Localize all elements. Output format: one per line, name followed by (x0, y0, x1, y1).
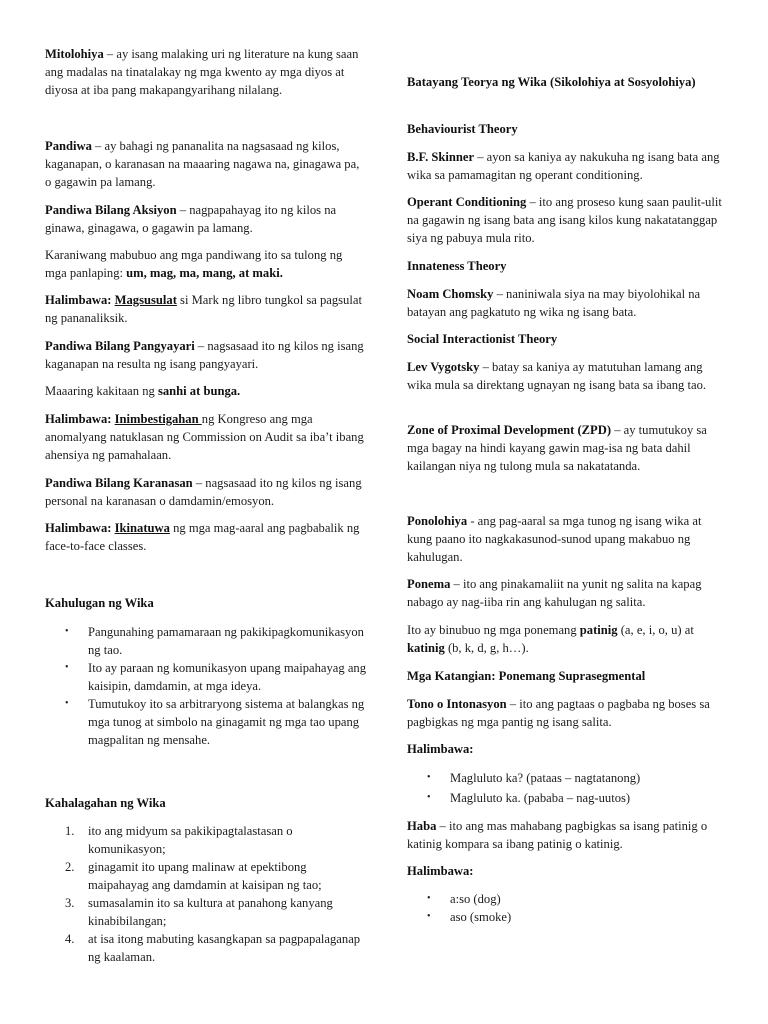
sanhi-bunga-paragraph (45, 382, 367, 400)
definition-text: – nagsasaad ito ng kilos ng isang personal na karanasan o damdamin/emosyon. (45, 476, 362, 508)
list-item-text: Pangunahing pamamaraan ng pakikipagkomunikasyon ng tao. (88, 625, 364, 657)
emphasis: sanhi at bunga. (157, 384, 241, 398)
definition-text: – nagpapahayag ito ng kilos na ginawa, ginagawa, o gagawin pa lamang. (45, 203, 337, 235)
definition-text: – ito ang mas mahabang pagbigkas sa isang patinig o katinig kompara sa ibang patinig o katinig. (407, 819, 708, 851)
bullet: • (65, 626, 69, 637)
bullet: • (427, 772, 431, 783)
bullet: • (427, 911, 431, 922)
term: Lev Vygotsky (407, 360, 480, 374)
list-number: 4. (65, 932, 75, 946)
social-interactionist-heading: Social Interactionist Theory (407, 332, 558, 346)
definition-text: – ay tumutukoy sa mga bagay na hindi kayang gawin mag-isa ng bata dahil kailangan niya ng tulong mula sa nakatatanda. (407, 423, 707, 473)
list-number: 1. (65, 824, 75, 838)
mitolohiya-definition (45, 45, 367, 99)
example-label: Halimbawa: (45, 412, 115, 426)
term: Pandiwa Bilang Aksiyon (45, 203, 177, 217)
term: Mitolohiya (45, 47, 104, 61)
operant-conditioning-definition (407, 193, 727, 247)
definition-text: – ay bahagi ng pananalita na nagsasaad ng kilos, kaganapan, o karanasan na maaaring nagawa na, ginagawa pa, o gagawin pa lamang. (45, 139, 360, 189)
paragraph-text: Maaaring kakitaan ng (45, 384, 158, 398)
list-item-text: aso (smoke) (450, 910, 512, 924)
kahalagahan-heading: Kahalagahan ng Wika (45, 796, 166, 810)
example-label: Halimbawa: (45, 521, 115, 535)
kahulugan-list (45, 623, 367, 749)
definition-text: – ito ang pagtaas o pagbaba ng boses sa pagbigkas ng mga pantig ng isang salita. (407, 697, 710, 729)
list-item-text: Tumutukoy ito sa arbitraryong sistema at balangkas ng mga tunog at simbolo na ginagamit ng mga tao upang magpalitan ng mensahe. (88, 697, 365, 747)
haba-definition (407, 817, 727, 853)
innateness-heading: Innateness Theory (407, 259, 507, 273)
vygotsky-definition (407, 358, 727, 394)
term: Pandiwa Bilang Karanasan (45, 476, 193, 490)
emphasis: katinig (407, 641, 445, 655)
patinig-katinig-paragraph (407, 621, 727, 657)
list-item (45, 894, 367, 930)
example-inimbestigahan (45, 410, 367, 464)
bullet: • (65, 698, 69, 709)
example-text: ng mga mag-aaral ang pagbabalik ng face-to-face classes. (45, 521, 360, 553)
term: Ponolohiya (407, 514, 468, 528)
definition-text: – naniniwala siya na may biyolohikal na batayan ang pagkatuto ng wika ng isang bata. (407, 287, 701, 319)
list-item-text: at isa itong mabuting kasangkapan sa pagpapalaganap ng kaalaman. (88, 932, 361, 964)
emphasis: um, mag, ma, mang, at maki. (126, 266, 283, 280)
bullet: • (427, 893, 431, 904)
example-ikinatuwa (45, 519, 367, 555)
term: Noam Chomsky (407, 287, 494, 301)
list-item (407, 890, 727, 908)
list-number: 3. (65, 896, 75, 910)
list-item (407, 908, 727, 926)
term: Pandiwa (45, 139, 92, 153)
definition-text: – ito ang pinakamaliit na yunit ng salita na kapag nabago ay nag-iiba rin ang kahulugan ng salita. (407, 577, 702, 609)
tono-definition (407, 695, 727, 731)
list-item (45, 695, 367, 749)
term: Pandiwa Bilang Pangyayari (45, 339, 195, 353)
example-text: si Mark ng libro tungkol sa pagsulat ng pananaliksik. (45, 293, 362, 325)
term: Haba (407, 819, 437, 833)
list-item-text: Magluluto ka? (pataas – nagtatanong) (450, 771, 641, 785)
example-text: ng Kongreso ang mga anomalyang natuklasan ng Commission on Audit sa iba’t ibang ahensiya ng pamahalaan. (45, 412, 364, 462)
term: B.F. Skinner (407, 150, 475, 164)
list-item (45, 822, 367, 858)
ponolohiya-definition (407, 512, 727, 566)
zpd-definition (407, 421, 727, 475)
definition-text: – ito ang proseso kung saan paulit-ulit na gagawin ng isang bata ang isang kilos kung nakatatanggap siya ng pabuya mula rito. (407, 195, 722, 245)
example-verb: Ikinatuwa (114, 521, 170, 535)
chomsky-definition (407, 285, 727, 321)
ponema-definition (407, 575, 727, 611)
definition-text: - ang pag-aaral sa mga tunog ng isang wika at kung paano ito nagkakasunod-sunod upang makabuo ng kahulugan. (407, 514, 702, 564)
paragraph-text: Karaniwang mabubuo ang mga pandiwang ito sa tulong ng mga panlaping: (45, 248, 343, 280)
kahalagahan-list (45, 822, 367, 966)
haba-examples-list (407, 890, 727, 926)
pandiwa-aksiyon-definition (45, 201, 367, 237)
suprasegmental-heading: Mga Katangian: Ponemang Suprasegmental (407, 669, 646, 683)
list-item (45, 659, 367, 695)
tono-examples-list (407, 769, 727, 807)
example-verb: Inimbestigahan (114, 412, 202, 426)
paragraph-text: Ito ay binubuo ng mga ponemang (407, 623, 580, 637)
paragraph-text: (a, e, i, o, u) at (617, 623, 694, 637)
list-item-text: Ito ay paraan ng komunikasyon upang maipahayag ang kaisipin, damdamin, at mga ideya. (88, 661, 367, 693)
list-item-text: Magluluto ka. (pababa – nag-uutos) (450, 791, 631, 805)
skinner-definition (407, 148, 727, 184)
batayang-teorya-heading: Batayang Teorya ng Wika (Sikolohiya at Sosyolohiya) (407, 75, 696, 89)
term: Ponema (407, 577, 451, 591)
example-label: Halimbawa: (45, 293, 115, 307)
term: Operant Conditioning (407, 195, 527, 209)
term: Tono o Intonasyon (407, 697, 507, 711)
definition-text: – ay isang malaking uri ng literature na kung saan ang madalas na tinatalakay ng mga kwento ay mga diyos at diyosa at iba pang makapangyarihang nilalang. (45, 47, 359, 97)
behaviourist-heading: Behaviourist Theory (407, 122, 518, 136)
emphasis: patinig (579, 623, 618, 637)
bullet: • (427, 792, 431, 803)
list-item (45, 930, 367, 966)
halimbawa-heading: Halimbawa: (407, 864, 474, 878)
definition-text: – nagsasaad ito ng kilos ng isang kaganapan na resulta ng isang pangyayari. (45, 339, 364, 371)
term: Zone of Proximal Development (ZPD) (407, 423, 612, 437)
list-item-text: sumasalamin ito sa kultura at panahong kanyang kinabibilangan; (88, 896, 333, 928)
pandiwa-karanasan-definition (45, 474, 367, 510)
example-verb: Magsusulat (114, 293, 177, 307)
list-item-text: a:so (dog) (450, 892, 501, 906)
list-item-text: ito ang midyum sa pakikipagtalastasan o komunikasyon; (88, 824, 293, 856)
bullet: • (65, 662, 69, 673)
definition-text: – ayon sa kaniya ay nakukuha ng isang bata ang wika sa pamamagitan ng operant conditioning. (407, 150, 720, 182)
example-magsusulat (45, 291, 367, 327)
list-item (407, 769, 727, 787)
list-item (45, 858, 367, 894)
list-item (45, 623, 367, 659)
kahulugan-heading: Kahulugan ng Wika (45, 596, 154, 610)
definition-text: – batay sa kaniya ay matutuhan lamang ang wika mula sa direktang ugnayan ng isang bata sa ibang tao. (407, 360, 707, 392)
paragraph-text: (b, k, d, g, h…). (444, 641, 529, 655)
halimbawa-heading: Halimbawa: (407, 742, 474, 756)
pandiwa-pangyayari-definition (45, 337, 367, 373)
list-item (407, 789, 727, 807)
panlapi-paragraph (45, 246, 367, 282)
pandiwa-definition (45, 137, 367, 191)
list-item-text: ginagamit ito upang malinaw at epektibong maipahayag ang damdamin at kaisipan ng tao; (88, 860, 322, 892)
list-number: 2. (65, 860, 75, 874)
